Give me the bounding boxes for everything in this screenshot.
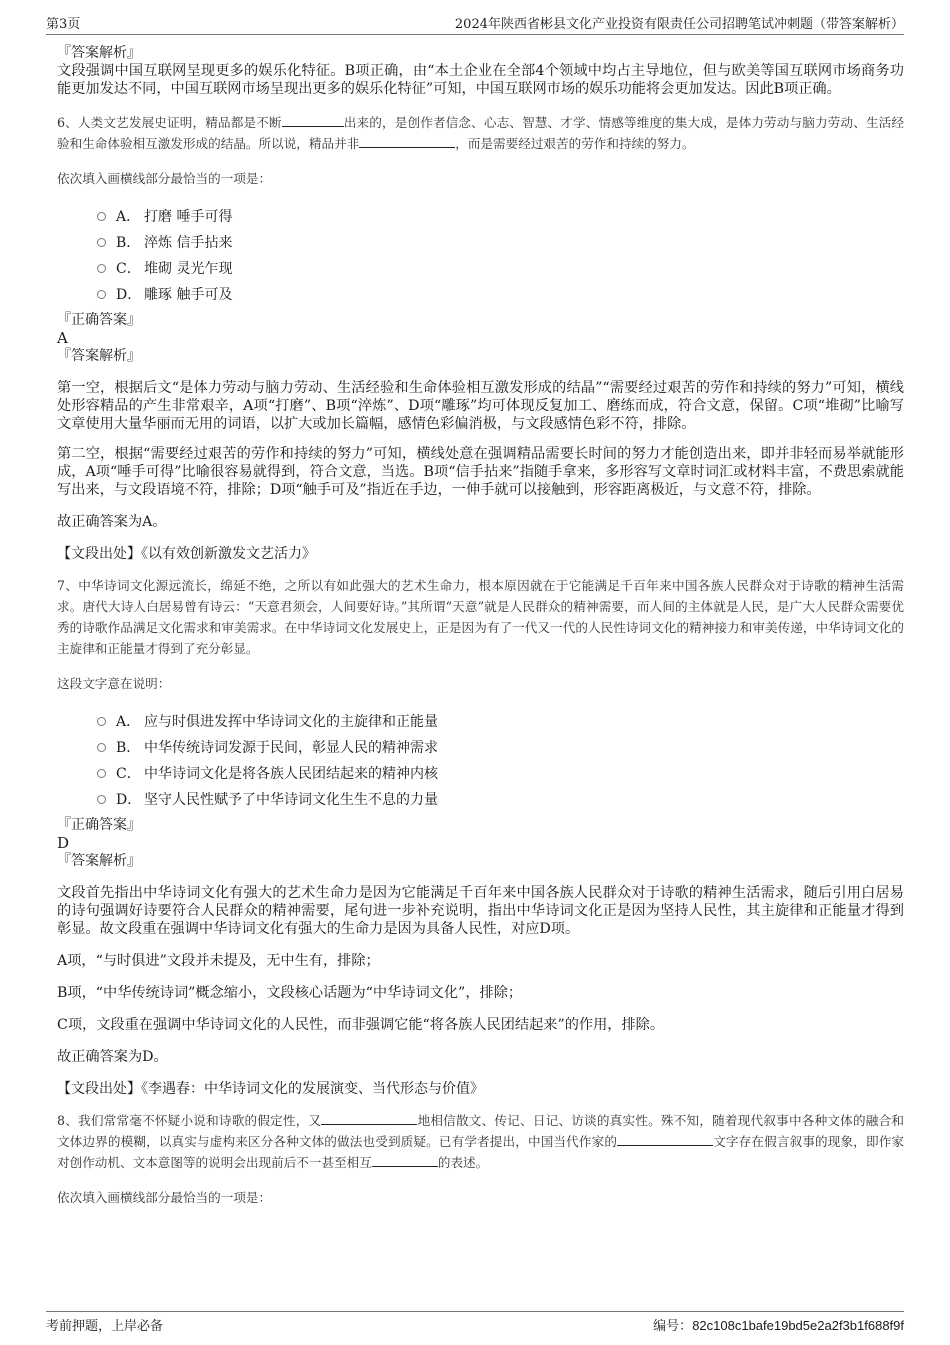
radio-circle-icon[interactable] <box>97 290 106 299</box>
radio-circle-icon[interactable] <box>97 238 106 247</box>
analysis-conclusion: 故正确答案为A。 <box>57 514 167 530</box>
fill-blank <box>617 1133 713 1146</box>
correct-answer-label: 『正确答案』 <box>57 817 141 833</box>
option-c[interactable]: C． 中华诗词文化是将各族人民团结起来的精神内核 <box>57 760 904 786</box>
question-8: 8、我们常常毫不怀疑小说和诗歌的假定性，又 地相信散文、传记、日记、访谈的真实性。殊不知，随着现代叙事中各种文体的融合和文体边界的模糊，以真实与虚构来区分各种文体的做法也受到质疑。已有学者提出，中国当代作家的 文字存在假言叙事的现象，即作家对创作动机、文本意图等的说明会出现前后不一甚至相互 的表述。 <box>57 1113 905 1170</box>
question-prompt: 依次填入画横线部分最恰当的一项是： <box>57 171 272 186</box>
options-list <box>57 708 904 812</box>
fill-blank <box>321 1112 417 1125</box>
document-code: 编号：82c108c1bafe19bd5e2a2f3b1f688f9f <box>653 1318 904 1334</box>
option-d[interactable]: D． 坚守人民性赋予了中华诗词文化生生不息的力量 <box>57 786 904 812</box>
radio-circle-icon[interactable] <box>97 212 106 221</box>
page-number: 第3页 <box>46 17 81 32</box>
analysis-text: 文段强调中国互联网呈现更多的娱乐化特征。B项正确，由“本土企业在全部4个领域中均占主导地位，但与欧美等国互联网市场商务功能更加发达不同，中国互联网市场呈现出更多的娱乐化特征”可知，中国互联网市场的娱乐功能将会更加发达。因此B项正确。 <box>57 63 904 97</box>
analysis-label: 『答案解析』 <box>57 348 141 364</box>
question-6: 6、人类文艺发展史证明，精品都是不断 出来的，是创作者信念、心志、智慧、才学、情感等维度的集大成，是体力劳动与脑力劳动、生活经验和生命体验相互激发形成的结晶。所以说，精品并非 ，而是需要经过艰苦的劳作和持续的努力。 <box>57 115 905 151</box>
fill-blank <box>282 114 344 127</box>
option-b[interactable]: B． 淬炼 信手拈来 <box>57 229 904 255</box>
question-7: 7、中华诗词文化源远流长，绵延不绝，之所以有如此强大的艺术生命力，根本原因就在于它能满足千百年来中国各族人民群众对于诗歌的精神生活需求。唐代大诗人白居易曾有诗云：“天意君须会，人间要好诗。”其所谓“天意”就是人民群众的精神需要，而人间的主体就是人民，是广大人民群众需要优秀的诗歌作品满足文化需求和审美需求。在中华诗词文化发展史上，正是因为有了一代又一代的人民性诗词文化的精神接力和审美传递，中华诗词文化的主旋律和正能量才得到了充分彰显。 <box>57 578 904 656</box>
document-title: 2024年陕西省彬县文化产业投资有限责任公司招聘笔试冲刺题（带答案解析） <box>454 17 904 32</box>
radio-circle-icon[interactable] <box>97 264 106 273</box>
option-a[interactable]: A． 应与时俱进发挥中华诗词文化的主旋律和正能量 <box>57 708 904 734</box>
page-footer <box>46 1311 904 1334</box>
analysis-conclusion: 故正确答案为D。 <box>57 1049 168 1065</box>
correct-answer-label: 『正确答案』 <box>57 312 141 328</box>
page-content <box>57 44 904 1206</box>
analysis-label: 『答案解析』 <box>57 45 141 61</box>
question-prompt: 这段文字意在说明： <box>57 676 171 691</box>
radio-circle-icon[interactable] <box>97 769 106 778</box>
fill-blank <box>372 1154 438 1167</box>
analysis-label: 『答案解析』 <box>57 853 141 869</box>
analysis-paragraph: C项，文段重在强调中华诗词文化的人民性，而非强调它能“将各族人民团结起来”的作用，排除。 <box>57 1017 665 1033</box>
radio-circle-icon[interactable] <box>97 743 106 752</box>
question-prompt: 依次填入画横线部分最恰当的一项是： <box>57 1190 272 1205</box>
analysis-paragraph: B项，“中华传统诗词”概念缩小，文段核心话题为“中华诗词文化”，排除； <box>57 985 523 1001</box>
option-c[interactable]: C． 堆砌 灵光乍现 <box>57 255 904 281</box>
analysis-paragraph: 第一空，根据后文“是体力劳动与脑力劳动、生活经验和生命体验相互激发形成的结晶”“需要经过艰苦的劳作和持续的努力”可知，横线处形容精品的产生非常艰辛，A项“打磨”、B项“淬炼”、D项“雕琢”均可体现反复加工、磨练而成，符合文意，保留。C项“堆砌”比喻写文章使用大量华丽而无用的词语，以扩大或加长篇幅，感情色彩偏消极，与文段感情色彩不符，排除。 <box>57 380 904 432</box>
analysis-paragraph: 第二空，根据“需要经过艰苦的劳作和持续的努力”可知，横线处意在强调精品需要长时间的努力才能创造出来，即并非轻而易举就能形成，A项“唾手可得”比喻很容易就得到，符合文意，当选。B项“信手拈来”指随手拿来，多形容写文章时词汇或材料丰富，不费思索就能写出来，与文段语境不符，排除；D项“触手可及”指近在手边，一伸手就可以接触到，形容距离极近，与文意不符，排除。 <box>57 446 904 498</box>
analysis-paragraph: 文段首先指出中华诗词文化有强大的艺术生命力是因为它能满足千百年来中国各族人民群众对于诗歌的精神生活需求，随后引用白居易的诗句强调好诗要符合人民群众的精神需要，尾句进一步补充说明，指出中华诗词文化正是因为坚持人民性，其主旋律和正能量才得到彰显。故文段重在强调中华诗词文化有强大的生命力是因为具备人民性，对应D项。 <box>57 885 904 937</box>
radio-circle-icon[interactable] <box>97 717 106 726</box>
options-list <box>57 203 904 307</box>
correct-answer: A <box>57 329 68 347</box>
source-line: 【文段出处】《李遇春：中华诗词文化的发展演变、当代形态与价值》 <box>57 1081 484 1097</box>
option-a[interactable]: A． 打磨 唾手可得 <box>57 203 904 229</box>
option-d[interactable]: D． 雕琢 触手可及 <box>57 281 904 307</box>
fill-blank <box>359 135 455 148</box>
radio-circle-icon[interactable] <box>97 795 106 804</box>
page-header <box>46 10 904 35</box>
analysis-paragraph: A项，“与时俱进”文段并未提及，无中生有，排除； <box>57 953 380 969</box>
source-line: 【文段出处】《以有效创新激发文艺活力》 <box>57 546 316 562</box>
footer-slogan: 考前押题，上岸必备 <box>46 1319 164 1334</box>
correct-answer: D <box>57 834 70 852</box>
option-b[interactable]: B． 中华传统诗词发源于民间，彰显人民的精神需求 <box>57 734 904 760</box>
